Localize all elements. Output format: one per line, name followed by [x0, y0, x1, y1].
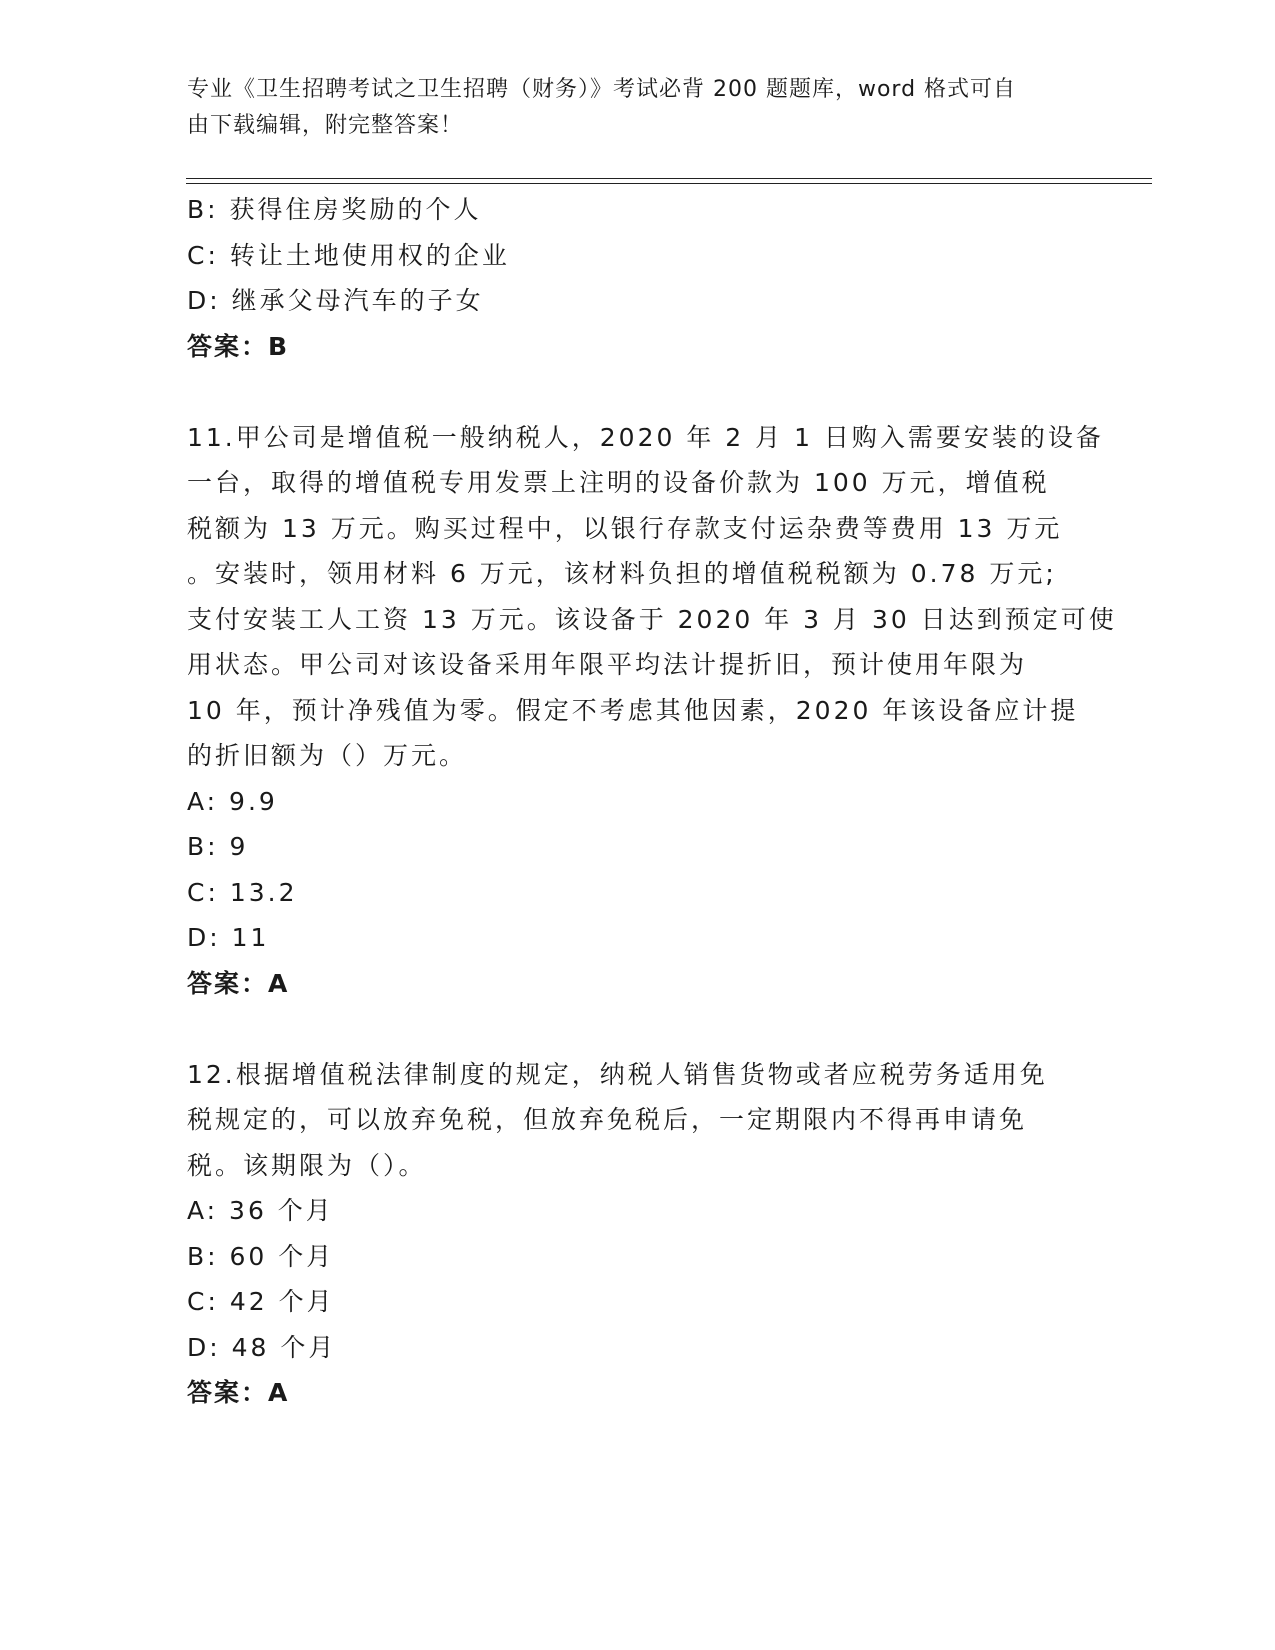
stem-line: 12.根据增值税法律制度的规定，纳税人销售货物或者应税劳务适用免: [187, 1059, 1048, 1089]
question-content: [187, 187, 1117, 1416]
header-divider-top: [186, 178, 1152, 179]
spacer: [187, 1006, 1087, 1052]
question-stem: [187, 1052, 1087, 1189]
option-b: B: 获得住房奖励的个人: [187, 195, 482, 224]
option-d: D: 48 个月: [187, 1332, 337, 1362]
stem-line: 支付安装工人工资 13 万元。该设备于 2020 年 3 月 30 日达到预定可使: [187, 604, 1117, 634]
option-d: D: 11: [187, 923, 270, 952]
answer-line: 答案：B: [187, 331, 290, 361]
stem-line: 税。该期限为（）。: [187, 1150, 427, 1180]
option-b: B: 9: [187, 832, 249, 861]
option-d: D: 继承父母汽车的子女: [187, 286, 484, 315]
stem-line: 11.甲公司是增值税一般纳税人，2020 年 2 月 1 日购入需要安装的设备: [187, 422, 1104, 452]
option-a: A: 9.9: [187, 786, 278, 816]
option-b: B: 60 个月: [187, 1241, 335, 1271]
option-c: C: 转让土地使用权的企业: [187, 240, 510, 270]
option-c: C: 13.2: [187, 877, 298, 907]
option-a: A: 36 个月: [187, 1196, 334, 1225]
header-line-1: 专业《卫生招聘考试之卫生招聘（财务）》考试必背 200 题题库，word 格式可自: [187, 77, 1017, 102]
question-11: [187, 415, 1117, 1007]
stem-line: 10 年，预计净残值为零。假定不考虑其他因素，2020 年该设备应计提: [187, 695, 1079, 725]
spacer: [187, 369, 1087, 415]
document-header: [187, 72, 1067, 144]
option-c: C: 42 个月: [187, 1287, 335, 1316]
stem-line: 。安装时，领用材料 6 万元，该材料负担的增值税税额为 0.78 万元;: [187, 559, 1057, 588]
answer-line: 答案：A: [187, 968, 290, 998]
question-stem: [187, 415, 1117, 779]
prev-question: [187, 187, 1087, 369]
stem-line: 税规定的，可以放弃免税，但放弃免税后，一定期限内不得再申请免: [187, 1105, 1028, 1134]
question-12: [187, 1052, 1087, 1416]
header-divider-bottom: [186, 183, 1152, 184]
answer-line: 答案：A: [187, 1378, 290, 1407]
stem-line: 税额为 13 万元。购买过程中，以银行存款支付运杂费等费用 13 万元: [187, 513, 1063, 543]
header-line-2: 由下载编辑，附完整答案！: [187, 113, 464, 138]
stem-line: 用状态。甲公司对该设备采用年限平均法计提折旧，预计使用年限为: [187, 650, 1028, 679]
stem-line: 一台，取得的增值税专用发票上注明的设备价款为 100 万元，增值税: [187, 468, 1050, 497]
stem-line: 的折旧额为（）万元。: [187, 741, 468, 770]
